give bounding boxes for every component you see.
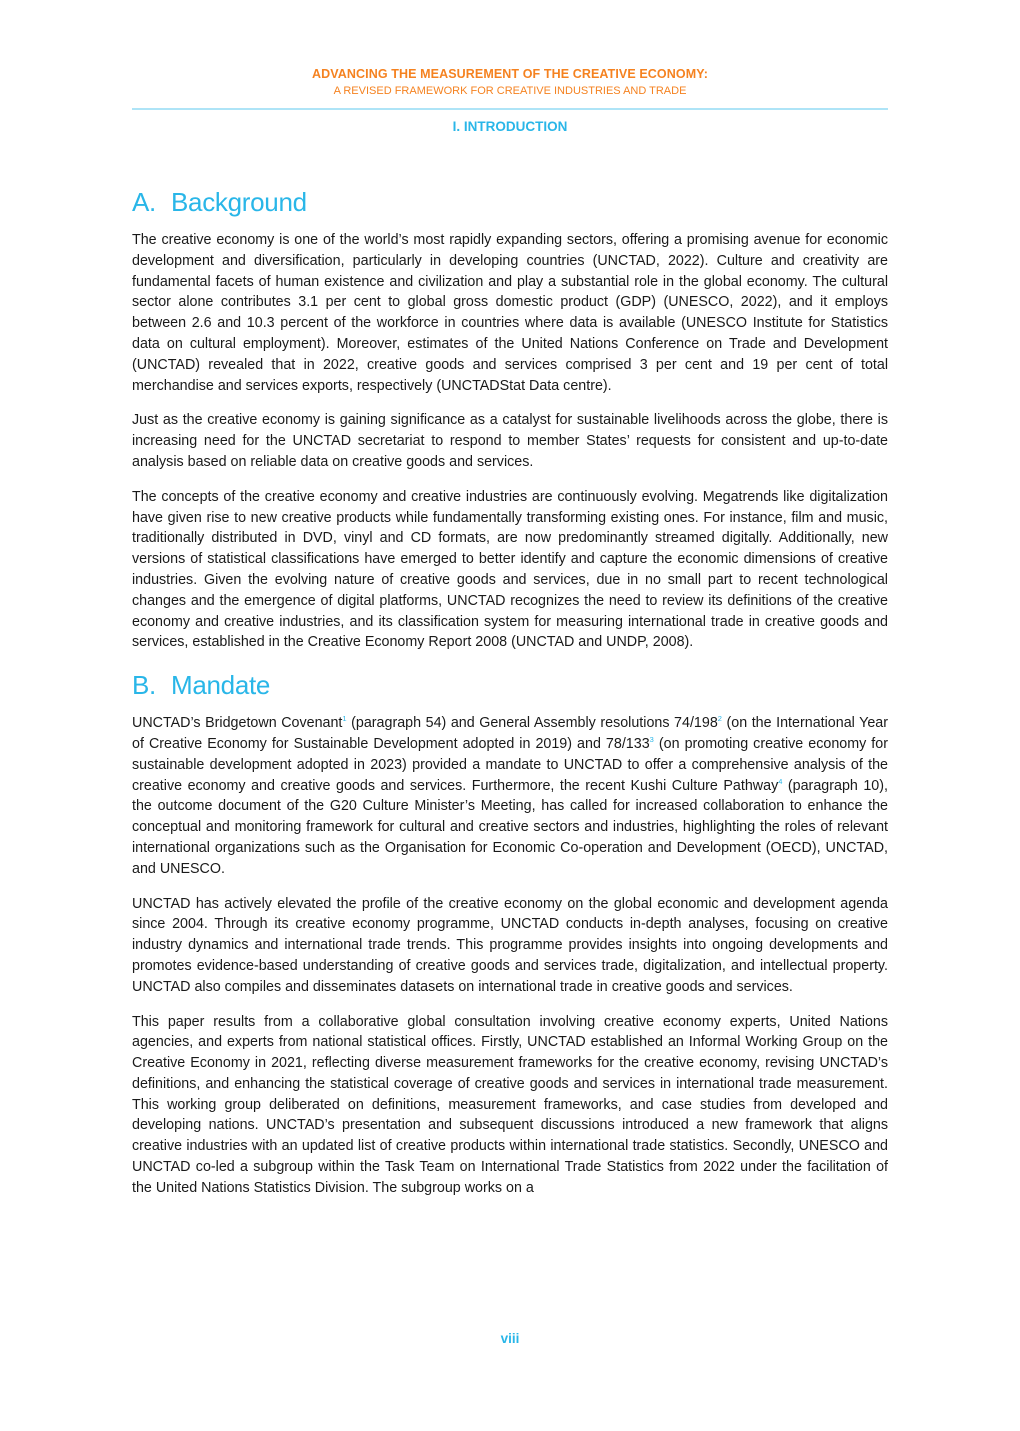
document-subtitle: A REVISED FRAMEWORK FOR CREATIVE INDUSTRIES AND TRADE (333, 85, 687, 97)
section-title: Mandate (171, 670, 271, 701)
running-header (132, 66, 888, 99)
section-letter: A. (132, 187, 156, 217)
paragraph: This paper results from a collaborative global consultation involving creative economy experts, United Nations agencies, and experts from national statistical offices. Firstly, UNCTAD established an Informal Working Group on the Creative Economy in 2021, reflecting diverse measurement frameworks for the creative economy, revising UNCTAD’s definitions, and enhancing the statistical coverage of creative goods and services in international trade measurement. This working group deliberated on definitions, measurement frameworks, and case studies from developed and developing nations. UNCTAD’s presentation and subsequent discussions introduced a new framework that aligns creative industries with an updated list of creative products within international trade statistics. Secondly, UNESCO and UNCTAD co-led a subgroup within the Task Team on International Trade Statistics from 2022 under the facilitation of the United Nations Statistics Division. The subgroup works on a (132, 1013, 888, 1196)
page-content (132, 184, 888, 1213)
header-divider (132, 108, 888, 110)
paragraph: The concepts of the creative economy and creative industries are continuously evolving. Megatrends like digitalization have given rise to new creative products while fundamentally transforming existing ones. For instance, film and music, traditionally distributed in DVD, vinyl and CD formats, are now predominantly streamed digitally. Additionally, new versions of statistical classifications have emerged to better identify and capture the economic dimensions of creative industries. Given the evolving nature of creative goods and services, due in no small part to recent technological changes and the emergence of digital platforms, UNCTAD recognizes the need to review its definitions of the creative economy and creative industries, and its classification system for measuring international trade in creative goods and services, established in the Creative Economy Report 2008 (UNCTAD and UNDP, 2008). (132, 488, 888, 651)
text-run: UNCTAD’s Bridgetown Covenant (132, 715, 343, 732)
section-letter: B. (132, 670, 156, 701)
text-run: (paragraph 54) and General Assembly resolutions 74/198 (346, 715, 718, 732)
paragraph: The creative economy is one of the world’s most rapidly expanding sectors, offering a promising avenue for economic development and diversification, particularly in developing countries (UNCTAD, 2022). Culture and creativity are fundamental facets of human existence and civilization and play a substantial role in the global economy. The cultural sector alone contributes 3.1 per cent to global gross domestic product (GDP) (UNESCO, 2022), and it employs between 2.6 and 10.3 percent of the workforce in countries where data is available (UNESCO Institute for Statistics data on cultural employment). Moreover, estimates of the United Nations Conference on Trade and Development (UNCTAD) revealed that in 2022, creative goods and services comprised 3 per cent and 19 per cent of total merchandise and services exports, respectively (UNCTADStat Data centre). (132, 232, 888, 394)
text-run: (on promoting creative economy for sustainable development adopted in 2023) provided a mandate to UNCTAD to offer a comprehensive analysis of the creative economy and creative goods and services. Furthermore, the recent Kushi Culture Pathway (132, 735, 888, 794)
paragraph: UNCTAD has actively elevated the profile of the creative economy on the global economic and development agenda since 2004. Through its creative economy programme, UNCTAD conducts in-depth analyses, focusing on creative industry dynamics and international trade trends. This programme provides insights into ongoing developments and promotes evidence-based understanding of creative goods and services trade, digitalization, and intellectual property. UNCTAD also compiles and disseminates datasets on international trade in creative goods and services. (132, 895, 888, 995)
footnote-ref[interactable]: 4 (778, 776, 783, 786)
footnote-ref[interactable]: 1 (342, 714, 347, 724)
section-heading-background (132, 184, 888, 220)
page-number: viii (500, 1331, 520, 1346)
text-run: (on the International Year of Creative Economy for Sustainable Development adopted in 2019) and 78/133 (132, 715, 888, 752)
section-title: Background (171, 187, 307, 217)
text-run: (paragraph 10), the outcome document of the G20 Culture Minister’s Meeting, has called for increased collaboration to enhance the conceptual and monitoring framework for cultural and creative sectors and industries, highlighting the roles of relevant international organizations such as the Organisation for Economic Co-operation and Development (OECD), UNCTAD, and UNESCO. (132, 777, 888, 877)
section-heading-mandate (132, 667, 888, 703)
paragraph: Just as the creative economy is gaining significance as a catalyst for sustainable livelihoods across the globe, there is increasing need for the UNCTAD secretariat to respond to member States’ requests for consistent and up-to-date analysis based on reliable data on creative goods and services. (132, 412, 888, 470)
paragraph (132, 713, 888, 879)
chapter-label: I. INTRODUCTION (452, 119, 568, 134)
document-title: ADVANCING THE MEASUREMENT OF THE CREATIVE ECONOMY: (312, 67, 708, 81)
footnote-ref[interactable]: 3 (649, 735, 654, 745)
footnote-ref[interactable]: 2 (717, 714, 722, 724)
